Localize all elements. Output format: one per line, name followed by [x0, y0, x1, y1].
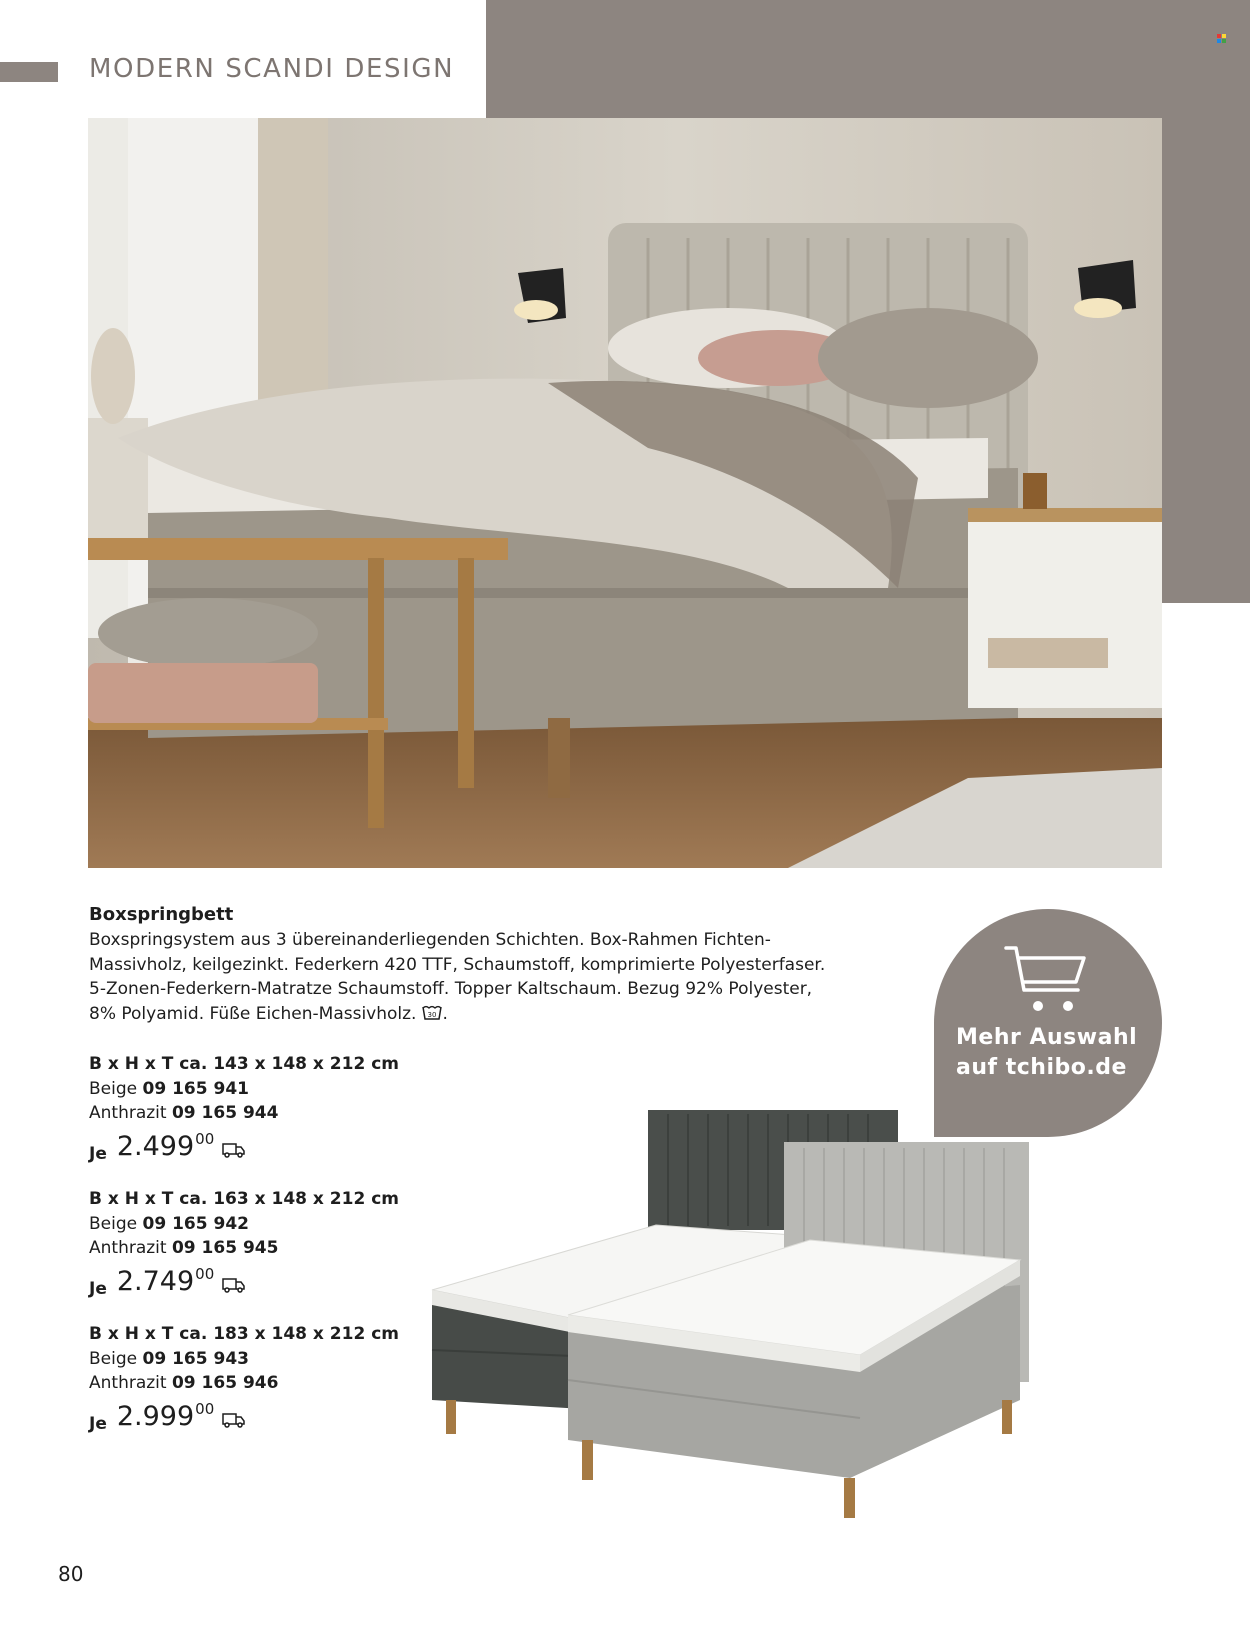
color-name: Beige — [89, 1078, 138, 1099]
color-name: Beige — [89, 1348, 138, 1369]
variant-dimensions: B x H x T ca. 163 x 148 x 212 cm — [89, 1189, 400, 1209]
product-description-block — [89, 902, 849, 1026]
description-line: 5-Zonen-Federkern-Matratze Schaumstoff. Topper Kaltschaum. Bezug 92% Polyester, — [89, 979, 813, 999]
care-label: 30 — [428, 1010, 437, 1019]
color-name: Anthrazit — [89, 1238, 167, 1258]
bedroom-photo — [88, 118, 1162, 868]
description-line: Massivholz, keilgezinkt. Federkern 420 TTF, Schaumstoff, komprimierte Polyesterfaser. — [89, 954, 826, 975]
article-code: 09 165 941 — [142, 1078, 249, 1099]
description-line: Boxspringsystem aus 3 übereinanderliegenden Schichten. Box-Rahmen Fichten- — [89, 930, 771, 950]
description-line — [89, 1002, 849, 1027]
price-cents: 00 — [195, 1264, 215, 1283]
article-code: 09 165 943 — [142, 1348, 249, 1369]
price-main: 2.749 — [116, 1265, 195, 1297]
brand-logo-icon — [1217, 34, 1227, 44]
section-title: MODERN SCANDI DESIGN — [89, 54, 455, 84]
badge-text — [956, 1023, 1140, 1083]
price-prefix: Je — [89, 1413, 107, 1434]
product-name: Boxspringbett — [89, 904, 234, 925]
article-code: 09 165 946 — [171, 1373, 279, 1393]
shopping-cart-icon — [1004, 944, 1088, 1014]
price-cents: 00 — [195, 1399, 215, 1418]
page-number: 80 — [58, 1562, 84, 1586]
article-code: 09 165 942 — [142, 1213, 249, 1234]
price-prefix: Je — [89, 1143, 107, 1164]
article-code: 09 165 944 — [171, 1103, 279, 1123]
article-code: 09 165 945 — [171, 1238, 279, 1258]
price-main: 2.999 — [116, 1400, 195, 1432]
color-name: Anthrazit — [89, 1373, 167, 1393]
description-end: . — [442, 1003, 448, 1024]
price-prefix: Je — [89, 1278, 107, 1299]
bed-product-illustration — [420, 1100, 1050, 1570]
truck-icon — [222, 1142, 246, 1158]
header-accent-bar — [0, 62, 58, 82]
variant-color-row — [89, 1077, 509, 1102]
variant-dimensions: B x H x T ca. 143 x 148 x 212 cm — [89, 1054, 400, 1074]
price-cents: 00 — [195, 1129, 215, 1148]
badge-line: auf tchibo.de — [956, 1055, 1127, 1080]
truck-icon — [222, 1277, 246, 1293]
variant-dimensions: B x H x T ca. 183 x 148 x 212 cm — [89, 1324, 400, 1344]
price-main: 2.499 — [116, 1130, 195, 1162]
product-description — [89, 928, 849, 1026]
truck-icon — [222, 1412, 246, 1428]
wash-30-icon — [422, 1004, 442, 1022]
badge-line: Mehr Auswahl — [956, 1025, 1138, 1050]
description-line-text: 8% Polyamid. Füße Eichen-Massivholz. — [89, 1003, 417, 1024]
color-name: Beige — [89, 1213, 138, 1234]
color-name: Anthrazit — [89, 1103, 167, 1123]
